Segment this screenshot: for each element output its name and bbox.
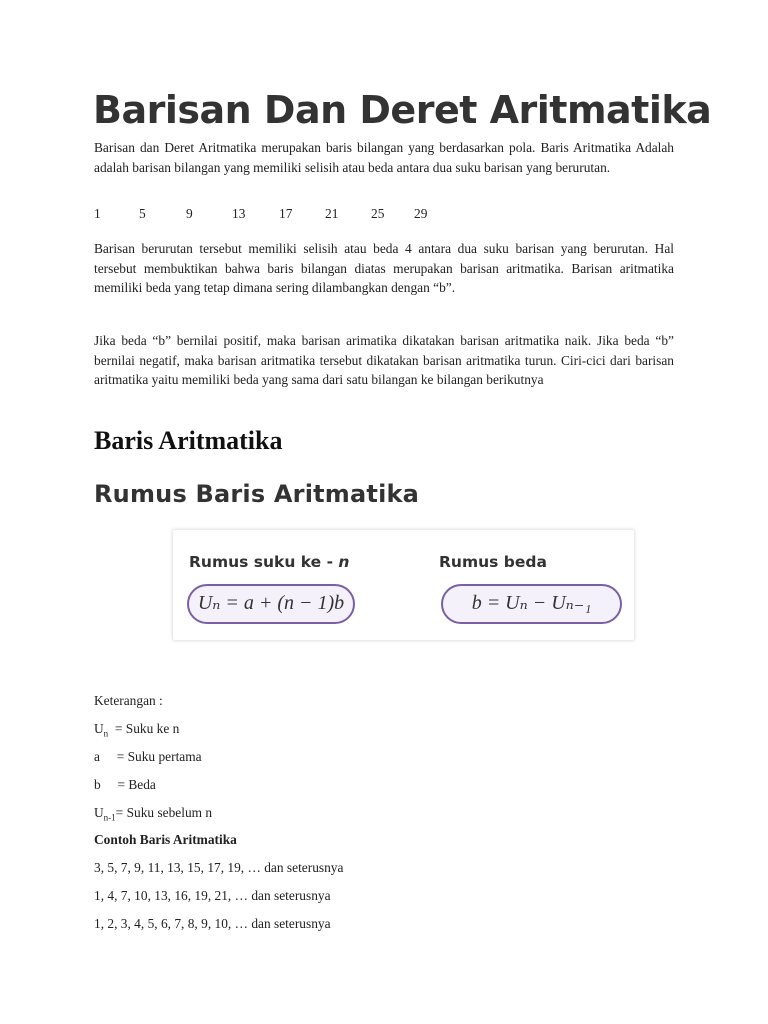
sequence-item: 1 (94, 206, 101, 221)
difference-label: Rumus beda (439, 553, 547, 571)
formula-image (173, 530, 634, 640)
contoh-heading: Contoh Baris Aritmatika (94, 832, 237, 847)
legend-definition: = Suku pertama (99, 749, 202, 764)
legend-subscript: n-1 (103, 812, 116, 823)
legend-item (94, 721, 179, 739)
sequence-item: 29 (414, 206, 428, 221)
nth-term-label-text: Rumus suku ke - (189, 553, 339, 571)
sequence-item: 25 (371, 206, 385, 221)
keterangan-heading: Keterangan : (94, 693, 163, 708)
legend-item (94, 777, 156, 793)
legend-definition: = Beda (100, 777, 156, 792)
sequence-item: 13 (232, 206, 246, 221)
legend-symbol: b (94, 777, 101, 792)
example-row: 1, 2, 3, 4, 5, 6, 7, 8, 9, 10, … dan seterusnya (94, 916, 331, 931)
section-heading: Baris Aritmatika (94, 426, 283, 455)
legend-symbol: U (94, 805, 104, 820)
nth-term-label (189, 553, 349, 571)
legend-item (94, 805, 212, 823)
difference-paragraph: Barisan berurutan tersebut memiliki selisih atau beda 4 antara dua suku barisan yang berurutan. Hal tersebut membuktikan bahwa baris bilangan diatas merupakan barisan aritmatika. Barisan aritmatika memiliki beda yang tetap dimana sering dilambangkan dengan “b”. (94, 241, 674, 296)
sequence-item: 9 (186, 206, 193, 221)
sequence-item: 21 (325, 206, 339, 221)
sign-paragraph: Jika beda “b” bernilai positif, maka barisan arimatika dikatakan barisan aritmatika naik. Jika beda “b” bernilai negatif, maka barisan aritmatika tersebut dikatakan barisan aritmatika turun. Ciri-cici dari barisan aritmatika yaitu memiliki beda yang sama dari satu bilangan ke bilangan berikutnya (94, 333, 674, 388)
legend-item (94, 749, 202, 765)
legend-definition: = Suku ke n (108, 721, 180, 736)
page-title: Barisan Dan Deret Aritmatika (93, 88, 712, 132)
example-row: 1, 4, 7, 10, 13, 16, 19, 21, … dan seterusnya (94, 888, 331, 903)
nth-term-label-var: n (338, 553, 350, 571)
intro-paragraph: Barisan dan Deret Aritmatika merupakan baris bilangan yang berdasarkan pola. Baris Aritmatika Adalah adalah barisan bilangan yang memiliki selisih atau beda antara dua suku barisan yang berurutan. (94, 140, 674, 175)
legend-symbol: a (94, 749, 100, 764)
example-row: 3, 5, 7, 9, 11, 13, 15, 17, 19, … dan seterusnya (94, 860, 344, 875)
legend-definition: = Suku sebelum n (115, 805, 213, 820)
nth-term-formula: Uₙ = a + (n − 1)b (187, 584, 355, 624)
difference-formula: b = Uₙ − Uₙ₋₁ (441, 584, 622, 624)
sequence-item: 17 (279, 206, 293, 221)
legend-symbol: U (94, 721, 104, 736)
formula-image-title: Rumus Baris Aritmatika (94, 480, 420, 508)
legend-subscript: n (103, 728, 109, 739)
sequence-item: 5 (139, 206, 146, 221)
